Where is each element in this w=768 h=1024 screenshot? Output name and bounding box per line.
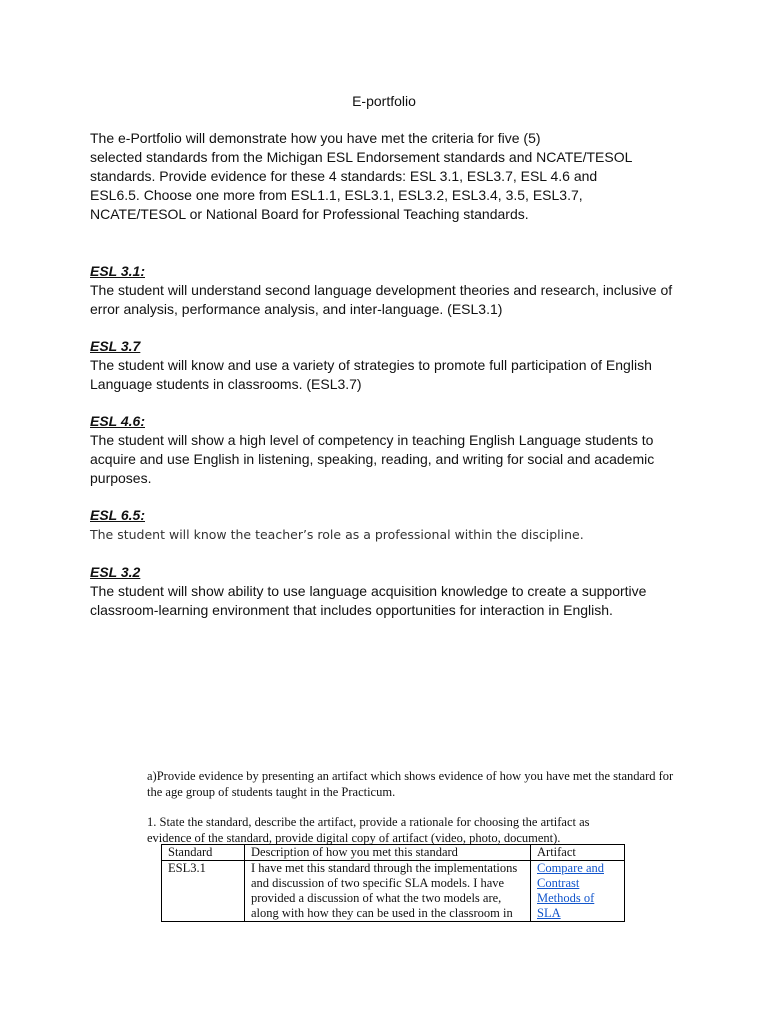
intro-line: standards. Provide evidence for these 4 standards: ESL 3.1, ESL3.7, ESL 4.6 and [90, 168, 598, 184]
standard-line: The student will show ability to use language acquisition knowledge to create a supportive [90, 583, 647, 599]
standard-line: The student will know and use a variety of strategies to promote full participation of English [90, 357, 652, 373]
standard-esl-3-7 [90, 337, 690, 394]
standard-line: acquire and use English in listening, speaking, reading, and writing for social and academic [90, 451, 655, 467]
cell-artifact [531, 861, 625, 922]
standard-esl-4-6 [90, 412, 690, 488]
instruction-1 [147, 814, 687, 846]
intro-line: selected standards from the Michigan ESL Endorsement standards and NCATE/TESOL [90, 149, 633, 165]
cell-description [245, 861, 531, 922]
table-row [162, 861, 625, 922]
standard-description [90, 431, 690, 488]
standard-description [90, 356, 690, 394]
standard-line: classroom-learning environment that includes opportunities for interaction in English. [90, 602, 613, 618]
artifact-link-line[interactable]: Methods of [537, 891, 595, 905]
standard-heading: ESL 6.5: [90, 507, 145, 523]
standard-heading: ESL 3.7 [90, 338, 141, 354]
standard-heading: ESL 3.2 [90, 564, 141, 580]
standard-esl-3-2 [90, 563, 690, 620]
description-line: provided a discussion of what the two models are, [251, 891, 502, 905]
column-header-standard: Standard [162, 845, 245, 861]
instruction-line: 1. State the standard, describe the artifact, provide a rationale for choosing the artifact as [147, 815, 590, 829]
standard-heading: ESL 3.1: [90, 263, 145, 279]
description-line: along with how they can be used in the classroom in [251, 906, 513, 920]
intro-paragraph [90, 129, 690, 224]
standard-line: The student will understand second language development theories and research, inclusive of [90, 282, 673, 298]
standard-line: The student will show a high level of competency in teaching English Language students to [90, 432, 654, 448]
standard-esl-3-1 [90, 262, 690, 319]
intro-line: The e-Portfolio will demonstrate how you have met the criteria for five (5) [90, 130, 541, 146]
standard-line: error analysis, performance analysis, and inter-language. (ESL3.1) [90, 301, 503, 317]
standard-description [90, 281, 690, 319]
standard-line: purposes. [90, 470, 152, 486]
page-title: E-portfolio [352, 93, 416, 109]
instruction-line: the age group of students taught in the Practicum. [147, 785, 396, 799]
column-header-artifact: Artifact [531, 845, 625, 861]
artifact-link-line[interactable]: SLA [537, 906, 561, 920]
standard-description [90, 525, 690, 544]
table-header-row [162, 845, 625, 861]
column-header-description: Description of how you met this standard [245, 845, 531, 861]
instruction-line: a)Provide evidence by presenting an artifact which shows evidence of how you have met the standard for [147, 769, 674, 783]
intro-line: NCATE/TESOL or National Board for Professional Teaching standards. [90, 206, 529, 222]
description-line: I have met this standard through the implementations [251, 861, 518, 875]
artifact-table [161, 844, 625, 922]
description-line: and discussion of two specific SLA models. I have [251, 876, 505, 890]
cell-standard: ESL3.1 [162, 861, 245, 922]
instruction-line: evidence of the standard, provide digital copy of artifact (video, photo, document). [147, 831, 561, 845]
artifact-link-line[interactable]: Compare and [537, 861, 604, 875]
standard-description [90, 582, 690, 620]
standard-esl-6-5 [90, 506, 690, 544]
artifact-link[interactable] [537, 861, 604, 920]
standard-heading: ESL 4.6: [90, 413, 145, 429]
artifact-link-line[interactable]: Contrast [537, 876, 580, 890]
standard-line: Language students in classrooms. (ESL3.7) [90, 376, 362, 392]
intro-line: ESL6.5. Choose one more from ESL1.1, ESL3.1, ESL3.2, ESL3.4, 3.5, ESL3.7, [90, 187, 583, 203]
standard-line: The student will know the teacher’s role as a professional within the discipline. [90, 527, 584, 542]
instruction-a [147, 768, 687, 800]
